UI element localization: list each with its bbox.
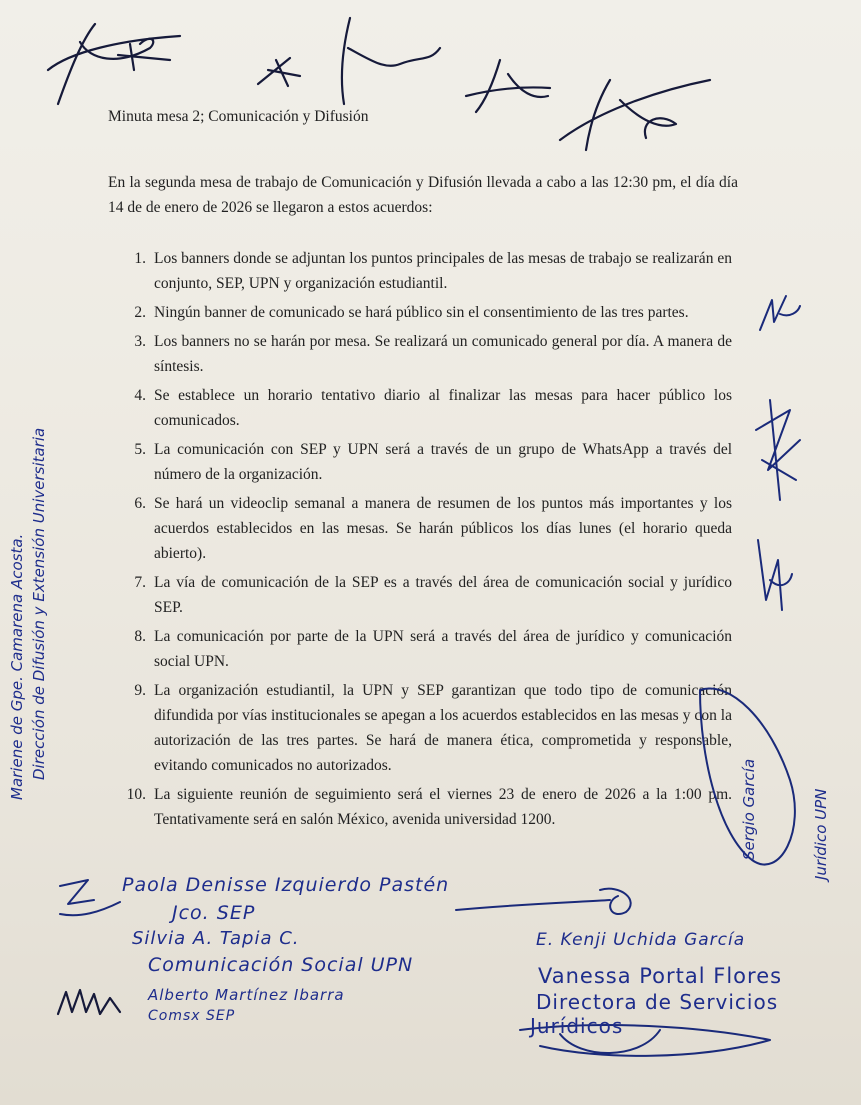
- list-item: 4. Se establece un horario tentativo diario al finalizar las mesas para hacer público los comunicados.: [134, 387, 732, 429]
- signer-name: Alberto Martínez Ibarra: [148, 986, 345, 1004]
- list-item: 3. Los banners no se harán por mesa. Se realizará un comunicado general por día. A manera de síntesis.: [134, 333, 732, 375]
- list-item: 1. Los banners donde se adjuntan los puntos principales de las mesas de trabajo se realizarán en conjunto, SEP, UPN y organización estudiantil.: [134, 250, 732, 292]
- signer-name: Vanessa Portal Flores: [538, 964, 783, 988]
- initial-3: [758, 540, 792, 610]
- list-item: 8. La comunicación por parte de la UPN será a través del área de jurídico y comunicación social UPN.: [134, 628, 732, 670]
- signer-role: Jurídicos: [530, 1014, 624, 1038]
- initial-1: [760, 296, 800, 330]
- list-item: 9. La organización estudiantil, la UPN y SEP garantizan que todo tipo de comunicación difundida por vías institucionales se apegan a los acuerdos establecidos en las mesas y con la autorización de las tres partes. Se hará de manera ética, comprometida y responsable, evitando comunicados no autorizados.: [134, 682, 732, 774]
- top-signatures: [0, 0, 861, 160]
- list-item: 6. Se hará un videoclip semanal a manera de resumen de los puntos más importantes y los acuerdos establecidos en las mesas. Se harán públicos los días lunes (el horario queda abierto).: [134, 495, 732, 562]
- signer-role: Comunicación Social UPN: [148, 954, 414, 976]
- signature-3: [466, 60, 550, 112]
- left-mark-3: [60, 880, 120, 915]
- signer-name: E. Kenji Uchida García: [536, 930, 746, 950]
- page-title: Minuta mesa 2; Comunicación y Difusión: [108, 108, 369, 125]
- right-margin-name: Sergio García: [740, 758, 758, 860]
- intro-paragraph: En la segunda mesa de trabajo de Comunicación y Difusión llevada a cabo a las 12:30 pm, el día día 14 de de enero de 2026 se llegaron a estos acuerdos:: [108, 174, 738, 216]
- list-item: 10. La siguiente reunión de seguimiento será el viernes 23 de enero de 2026 a la 1:00 pm. Tentativamente será en salón México, avenida universidad 1200.: [126, 786, 732, 828]
- left-margin-note-1: Mariene de Gpe. Camarena Acosta.: [8, 533, 26, 800]
- signature-2: [258, 18, 440, 104]
- list-item: 2. Ningún banner de comunicado se hará público sin el consentimiento de las tres partes.: [134, 304, 689, 321]
- signer-name: Paola Denisse Izquierdo Pastén: [122, 874, 450, 896]
- signer-role: Comsx SEP: [148, 1008, 236, 1024]
- signature-1: [48, 24, 180, 104]
- initial-2: [756, 400, 800, 500]
- agreements-list: [106, 246, 732, 836]
- right-margin-role: Jurídico UPN: [812, 788, 830, 880]
- signer-name: Silvia A. Tapia C.: [132, 928, 300, 949]
- arrow-signature: [456, 889, 631, 914]
- list-item: 5. La comunicación con SEP y UPN será a través de un grupo de WhatsApp a través del número de la organización.: [134, 441, 732, 483]
- list-item: 7. La vía de comunicación de la SEP es a través del área de comunicación social y jurídico SEP.: [134, 574, 732, 616]
- signer-role: Directora de Servicios: [536, 990, 779, 1014]
- left-margin-note-2: Dirección de Difusión y Extensión Universitaria: [30, 427, 48, 780]
- left-scribble: [58, 990, 120, 1014]
- signer-role: Jco. SEP: [172, 902, 256, 924]
- signature-4: [560, 80, 710, 150]
